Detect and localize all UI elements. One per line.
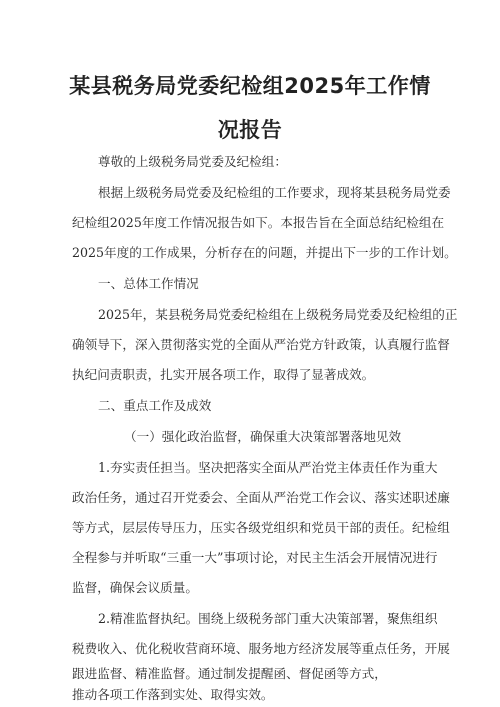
paragraph-line: 执纪问责职责，扎实开展各项工作，取得了显著成效。 — [72, 367, 375, 382]
section-heading-1: 一、总体工作情况 — [98, 276, 199, 291]
section-heading-2: 二、重点工作及成效 — [98, 398, 212, 413]
paragraph-line: 等方式，层层传导压力，压实各级党组织和党员干部的责任。纪检组 — [72, 520, 450, 535]
paragraph-line: 2025年，某县税务局党委纪检组在上级税务局党委及纪检组的正 — [98, 307, 458, 322]
paragraph-line: 根据上级税务局党委及纪检组的工作要求，现将某县税务局党委 — [98, 185, 451, 200]
paragraph-line: 2025年度的工作成果，分析存在的问题，并提出下一步的工作计划。 — [72, 245, 457, 260]
document-title-line-1: 某县税务局党委纪检组2025年工作情 — [69, 74, 431, 98]
paragraph-line: 全程参与并听取“三重一大”事项讨论，对民主生活会开展情况进行 — [72, 550, 438, 565]
salutation: 尊敬的上级税务局党委及纪检组： — [98, 154, 287, 169]
paragraph-line: 跟进监督、精准监督。通过制发提醒函、督促函等方式， — [72, 666, 387, 681]
paragraph-line: 纪检组2025年度工作情况报告如下。本报告旨在全面总结纪检组在 — [72, 215, 445, 230]
paragraph-line: 监督，确保会议质量。 — [72, 580, 198, 595]
document-title-line-2: 况报告 — [217, 118, 283, 142]
paragraph-line: 税费收入、优化税收营商环境、服务地方经济发展等重点任务，开展 — [72, 641, 450, 656]
paragraph-line: 2.精准监督执纪。围绕上级税务部门重大决策部署，聚焦组织 — [98, 611, 438, 626]
paragraph-line: 1.夯实责任担当。坚决把落实全面从严治党主体责任作为重大 — [98, 460, 438, 475]
paragraph-line: 确领导下，深入贯彻落实党的全面从严治党方针政策，认真履行监督 — [72, 337, 450, 352]
subsection-heading: （一）强化政治监督，确保重大决策部署落地见效 — [124, 429, 402, 444]
paragraph-line: 推动各项工作落到实处、取得实效。 — [72, 687, 274, 702]
paragraph-line: 政治任务，通过召开党委会、全面从严治党工作会议、落实述职述廉 — [72, 490, 450, 505]
